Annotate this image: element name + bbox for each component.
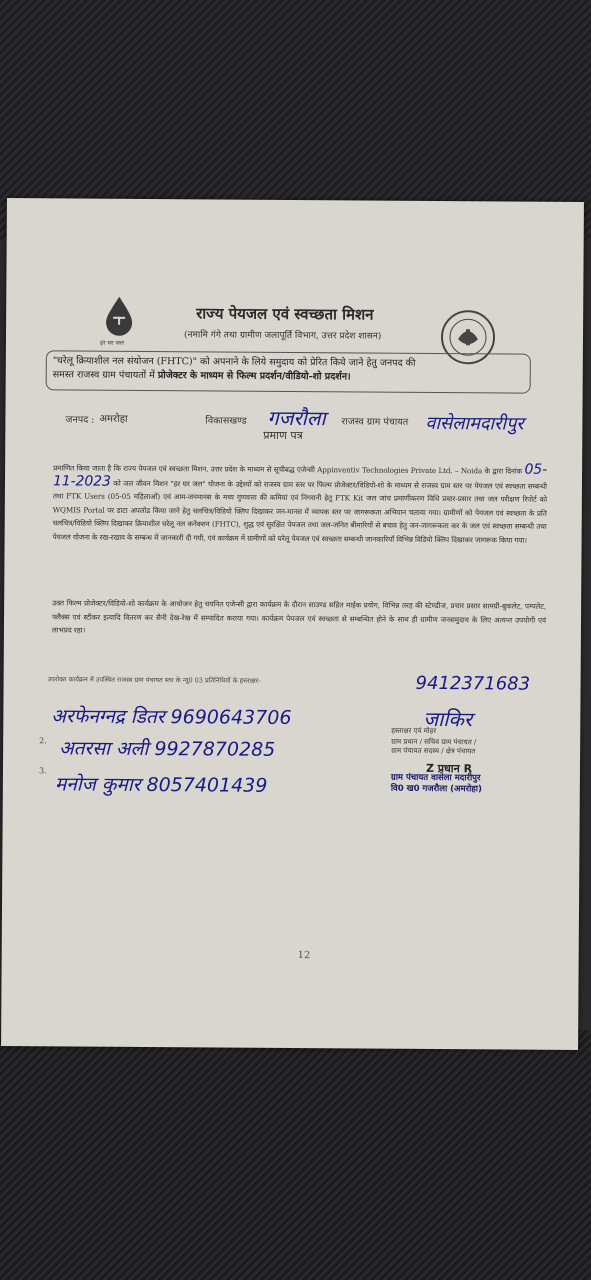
pradhan-label: ग्राम प्रधान / सचिव ग्राम पंचायत / — [391, 737, 477, 747]
logo-caption: हर घर जल — [99, 339, 124, 347]
pradhan-stamp-title: Z प्रधान R — [425, 761, 473, 776]
page-number: 12 — [297, 950, 311, 962]
notice-box — [46, 350, 531, 393]
janpad-label: जनपद : — [65, 414, 95, 426]
stamp-line1: ग्राम पंचायत वासेला मदारीपुर — [390, 772, 481, 784]
certificate-paragraph-1 — [53, 460, 548, 547]
row-number-3: 3. — [38, 766, 47, 776]
gram-panchayat-label: राजस्व ग्राम पंचायत — [341, 416, 409, 428]
panchayat-stamp — [391, 773, 482, 796]
vikaskhand-handwritten: गजरौला — [267, 405, 326, 431]
signature-row-1: अरफेनग्नद्र डितर 9690643706 — [51, 705, 292, 729]
vikaskhand-label: विकासखण्ड — [205, 415, 247, 427]
notice-line2b: प्रोजेक्टर के माध्यम से फिल्म प्रदर्शन/वीडियो-शो प्रदर्शन। — [157, 370, 351, 383]
certificate-paragraph-2: उक्त फिल्म प्रोजेक्टर/विडियो-शो कार्यक्रम के आयोजन हेतु चयनित एजेन्सी द्वारा कार्यक्रम के दौरान साउण्ड सहित माईक प्रयोग, विभिन्न तरह की स्टेण्डीज, प्रचार प्रसार सामग्री-बुकलेट, पम्पलेट, फ्लैक्स एवं स्टीकर इत्यादि वितरण कर सैनी देख-रेख में सम्पादित कराया गया। कार्यक्रम पेयजल एवं स्वच्छता से सम्बन्धित होने के साथ ही ग्रामीण जनसमुदाय के लिए अत्यन्त उपयोगी एवं लाभप्रद रहा। — [51, 598, 547, 635]
document-page — [1, 198, 584, 1050]
handwritten-phone-top: 9412371683 — [415, 672, 531, 695]
signature-row-2: अतरसा अली 9927870285 — [59, 737, 276, 761]
header-subtitle: (नमामि गंगे तथा ग्रामीण जलापूर्ति विभाग, उत्तर प्रदेश शासन) — [183, 330, 382, 342]
signatures-intro: उपरोक्त कार्यक्रम में उपस्थित राजस्व ग्राम पंचायत स्तर के न्यू0 03 प्रतिनिधियों के हस्ताक्षर- — [47, 675, 261, 685]
para1-part-a: प्रमाणित किया जाता है कि राज्य पेयजल एवं स्वच्छता मिशन, उत्तर प्रदेश के माध्यम से सूचीबद्ध एजेन्सी Appinventiv Technologies Private Ltd. – Noida के द्वारा दिनांक — [53, 463, 525, 476]
certificate-heading: प्रमाण पत्र — [263, 428, 303, 443]
gram-panchayat-handwritten: वासेलामदारीपुर — [425, 412, 524, 435]
para1-part-b: को जल जीवन मिशन "हर घर जल" योजना के उद्देश्यों को राजस्व ग्राम स्तर पर फिल्म प्रोजेक्टर/विडियो-शो के माध्यम से राजस्व ग्राम स्तर पर पेयजल एवं स्वच्छता सम्बन्धी तथा FTK Users (05-05 महिलाओं) एवं आम-जनमानस के मध्य गुणवत्ता की कमियां एवं निगरानी हेतु FTK Kit जल जांच प्रमाणीकरण विधि प्रचार-प्रसार तथा जल परीक्षण रिपोर्ट को WQMIS Portal पर डाटा अपलोड किया जाने हेतु चलचित्र/विडियो क्लिप दिखाकर जन-मानस में व्यापक स्तर पर जागरूकता अभियान चलाया गया। ग्रामीणों को पेयजल एवं स्वच्छता के प्रति चलचित्र/विडियो क्लिप दिखाकर क्रियाशील घरेलू नल कनेक्शन (FHTC), शुद्ध एवं सुरक्षित पेयजल तथा जल-जनित बीमारियों से बचाव हेतु जन-जागरूकता कर के जल एवं स्वच्छता सम्बन्धी तथा पेयजल योजना के रख-रखाव के सम्बन्ध में जानकारी दी गयी, एवं कार्यक्रम में ग्रामीणों को घरेलू पेयजल एवं स्वच्छता सम्बन्धी जानकारियाँ विभिन्न विडियो क्लिप दिखाकर जागरूक किया गया। — [52, 478, 548, 545]
member-label: ग्राम पंचायत सदस्य / क्षेत्र पंचायत — [391, 746, 476, 756]
water-drop-logo-icon — [98, 295, 140, 339]
signature-row-3: मनोज कुमार 8057401439 — [54, 773, 268, 797]
handwritten-date: 05-11-2023 — [52, 461, 548, 490]
notice-line1: "घरेलू क्रियाशील नल संयोजन (FHTC)" को अपनाने के लिये समुदाय को प्रेरित किये जाने हेतु जनपद की — [52, 355, 416, 369]
right-signature: जाकिर — [423, 706, 473, 732]
notice-line2a: समस्त राजस्व ग्राम पंचायतों में — [52, 369, 158, 382]
stamp-line2: वि0 ख0 गजरौला (अमरोहा) — [390, 783, 482, 795]
janpad-value: अमरोहा — [99, 413, 128, 425]
background-surface-bottom — [0, 1030, 591, 1280]
sign-seal-label: हस्ताक्षर एवं मोहर — [391, 726, 437, 736]
row-number-2: 2. — [39, 736, 47, 746]
header-title: राज्य पेयजल एवं स्वच्छता मिशन — [196, 304, 374, 324]
